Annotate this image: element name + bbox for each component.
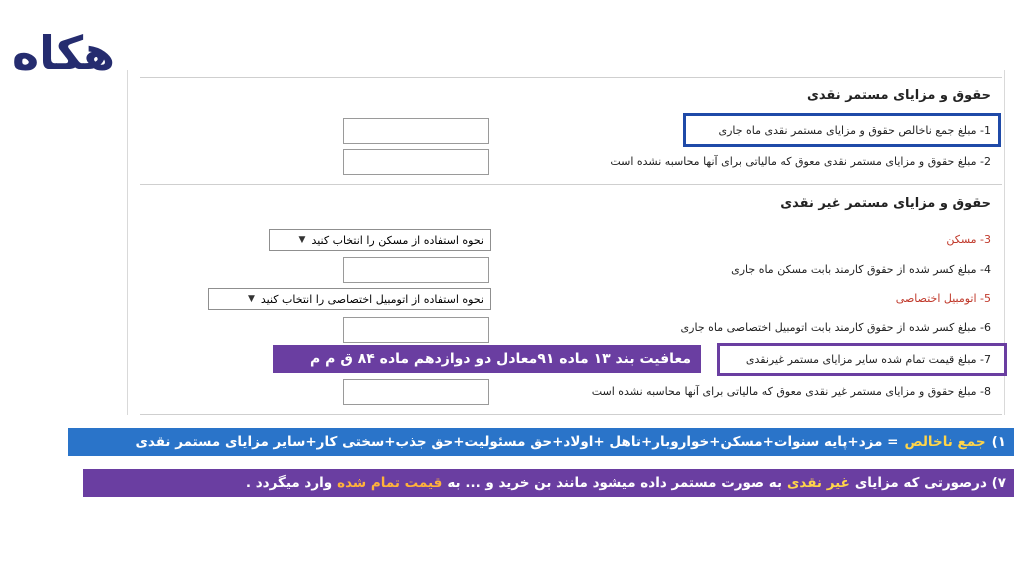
row1-label: 1- مبلغ جمع ناخالص حقوق و مزایای مستمر نقدی ماه جاری [718, 124, 991, 137]
row5-label: 5- اتومبیل اختصاصی [895, 292, 991, 305]
exemption-note-banner [273, 345, 701, 373]
row7-label: 7- مبلغ قیمت تمام شده سایر مزایای مستمر غیرنقدی [745, 353, 991, 366]
row1-input[interactable] [343, 118, 489, 144]
row3-label: 3- مسکن [946, 233, 991, 246]
row2-label: 2- مبلغ حقوق و مزایای مستمر نقدی معوق که مالیاتی برای آنها محاسبه نشده است [610, 155, 991, 168]
highlight-row1 [683, 113, 1001, 147]
car-select-value: نحوه استفاده از اتومبیل اختصاصی را انتخاب کنید [260, 292, 484, 306]
brand-logo: ﻫﻜﺎﻩ [12, 26, 116, 80]
housing-select-value: نحوه استفاده از مسکن را انتخاب کنید [311, 233, 484, 247]
row4-label: 4- مبلغ کسر شده از حقوق کارمند بابت مسکن ماه جاری [731, 263, 991, 276]
note7-part1: ۷) درصورتی که مزایای [854, 475, 1006, 491]
car-select[interactable] [208, 288, 491, 310]
row8-label: 8- مبلغ حقوق و مزایای مستمر غیر نقدی معوق که مالیاتی برای آنها محاسبه نشده است [591, 385, 991, 398]
row6-label: 6- مبلغ کسر شده از حقوق کارمند بابت اتومبیل اختصاصی ماه جاری [680, 321, 991, 334]
row2-input[interactable] [343, 149, 489, 175]
note1-number: ۱) [991, 434, 1006, 450]
row4-input[interactable] [343, 257, 489, 283]
housing-select[interactable] [269, 229, 491, 251]
section-title-noncash: حقوق و مزایای مستمر غیر نقدی [780, 196, 991, 211]
divider-middle [140, 184, 1002, 185]
row6-input[interactable] [343, 317, 489, 343]
exemption-note-text: معافیت بند ۱۳ ماده ۹۱معادل دو دوازدهم ماده ۸۴ ق م م [310, 351, 691, 367]
divider-bottom [140, 414, 1002, 415]
note7-term1: غیر نقدی [787, 475, 850, 491]
gross-salary-note [68, 428, 1014, 456]
divider-top [140, 77, 1002, 78]
note1-term: جمع ناخالص [904, 434, 986, 450]
note7-part3: وارد میگردد . [245, 475, 333, 491]
chevron-down-icon: ▼ [247, 294, 255, 304]
note1-rest: = مزد+پایه سنوات+مسکن+خواروبار+تاهل +اولاد+حق مسئولیت+حق جذب+سختی کار+سایر مزایای مستمر نقدی [135, 434, 899, 450]
highlight-row7 [717, 343, 1007, 376]
row8-input[interactable] [343, 379, 489, 405]
section-title-cash: حقوق و مزایای مستمر نقدی [807, 88, 991, 103]
note7-term2: قیمت تمام شده [337, 475, 443, 491]
note7-part2: به صورت مستمر داده میشود مانند بن خرید و ... به [447, 475, 783, 491]
noncash-benefits-note [83, 469, 1014, 497]
chevron-down-icon: ▼ [298, 235, 306, 245]
